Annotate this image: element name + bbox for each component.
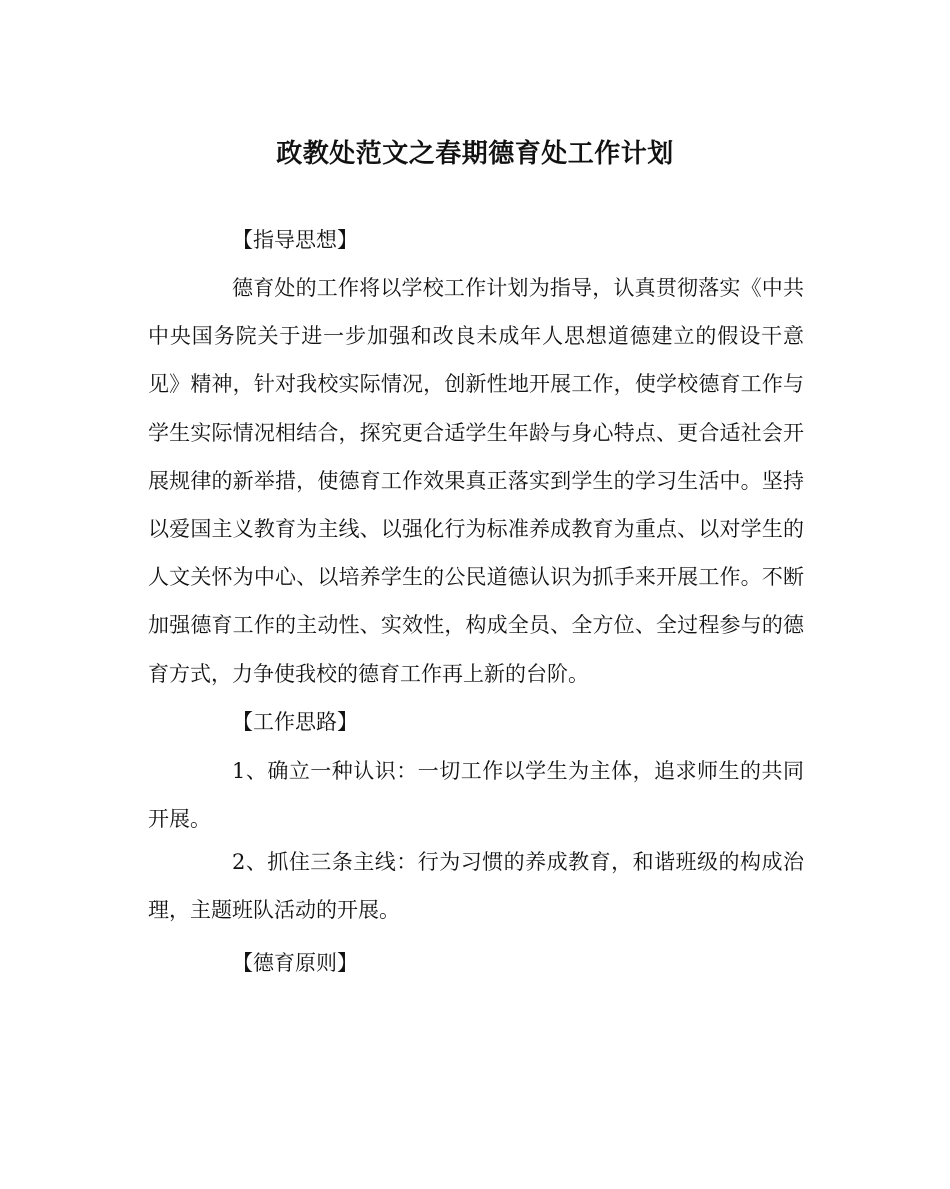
section-heading-work-approach: 【工作思路】 xyxy=(232,710,358,734)
section-heading-guiding-thought: 【指导思想】 xyxy=(232,228,358,252)
document-title: 政教处范文之春期德育处工作计划 xyxy=(276,139,674,169)
paragraph-item-1: 1、确立一种认识：一切工作以学生为主体，追求师生的共同开展。 xyxy=(148,759,804,832)
paragraph-item-2: 2、抓住三条主线：行为习惯的养成教育，和谐班级的构成治理，主题班队活动的开展。 xyxy=(148,850,804,923)
paragraph-guiding-thought: 德育处的工作将以学校工作计划为指导，认真贯彻落实《中共中央国务院关于进一步加强和改良未成年人思想道德建立的假设干意见》精神，针对我校实际情况，创新性地开展工作，使学校德育工作与学生实际情况相结合，探究更合适学生年龄与身心特点、更合适社会开展规律的新举措，使德育工作效果真正落实到学生的学习生活中。坚持以爱国主义教育为主线、以强化行为标准养成教育为重点、以对学生的人文关怀为中心、以培养学生的公民道德认识为抓手来开展工作。不断加强德育工作的主动性、实效性，构成全员、全方位、全过程参与的德育方式，力争使我校的德育工作再上新的台阶。 xyxy=(148,276,804,686)
section-heading-moral-principles: 【德育原则】 xyxy=(232,951,358,975)
